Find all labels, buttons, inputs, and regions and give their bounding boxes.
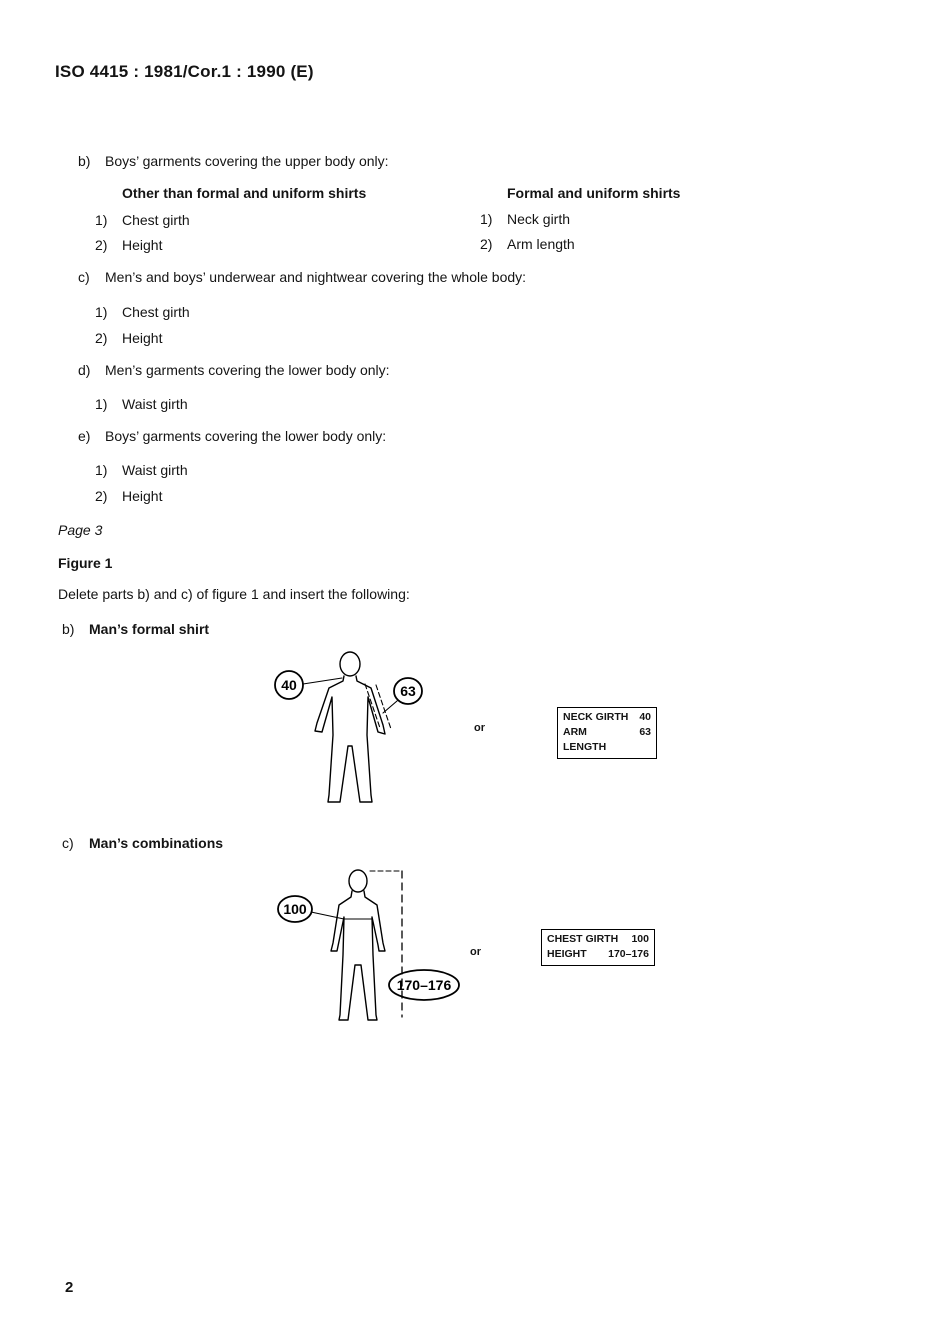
figure-b-title: Man’s formal shirt [89,621,210,637]
column-heading-other-shirts: Other than formal and uniform shirts [122,185,367,201]
page-title: ISO 4415 : 1981/Cor.1 : 1990 (E) [55,62,314,81]
neck-callout-leader [303,678,342,684]
list-item: 2) Height [95,488,163,504]
figure-c-caption: c) Man’s combinations [62,835,224,851]
size-box-row: HEIGHT 170–176 [547,948,649,960]
size-box-row: NECK GIRTH 40 [563,711,651,723]
height-callout-value: 170–176 [396,977,452,993]
list-item-c: c) Men’s and boys’ underwear and nightwear covering the whole body: [78,269,527,285]
or-label-b: or [474,722,485,734]
chest-girth-callout-value: 100 [283,901,307,917]
list-item: 2) Height [95,330,163,346]
list-item: 2) Height [95,237,163,253]
list-item-d: d) Men’s garments covering the lower body only: [78,362,390,378]
figure-b-caption: b) Man’s formal shirt [62,621,210,637]
combinations-figure-diagram [240,865,475,1033]
arm-callout-leader [383,701,397,713]
figure-c-title: Man’s combinations [89,835,224,851]
list-item-b-text: Boys’ garments covering the upper body only: [105,153,389,169]
size-box-row: CHEST GIRTH 100 [547,933,649,945]
figure-head [349,870,367,892]
column-heading-formal-shirts: Formal and uniform shirts [507,185,681,201]
page-number: 2 [65,1279,74,1296]
list-item: 1) Chest girth [95,212,190,228]
size-box-row: ARM LENGTH 63 [563,726,651,753]
figure-body-outline [331,891,385,1020]
figure-reference: Figure 1 [58,555,113,571]
formal-shirt-size-box [557,707,657,759]
list-item: 2) Arm length [480,236,575,252]
list-item: 1) Neck girth [480,211,571,227]
page-reference: Page 3 [58,522,103,538]
formal-shirt-figure-diagram [230,645,450,813]
list-item-b [78,152,389,170]
or-label-c: or [470,946,481,958]
list-item-e: e) Boys’ garments covering the lower body only: [78,428,387,444]
figure-body-outline [315,676,385,802]
list-item: 1) Waist girth [95,396,188,412]
combinations-size-box [541,929,655,966]
neck-girth-callout-value: 40 [281,677,297,693]
list-item: 1) Waist girth [95,462,188,478]
figure-head [340,652,360,676]
list-item-b-label: b) [78,153,91,169]
chest-callout-leader [311,912,344,919]
correction-instruction: Delete parts b) and c) of figure 1 and insert the following: [58,586,410,602]
arm-length-callout-value: 63 [400,683,416,699]
list-item: 1) Chest girth [95,304,190,320]
